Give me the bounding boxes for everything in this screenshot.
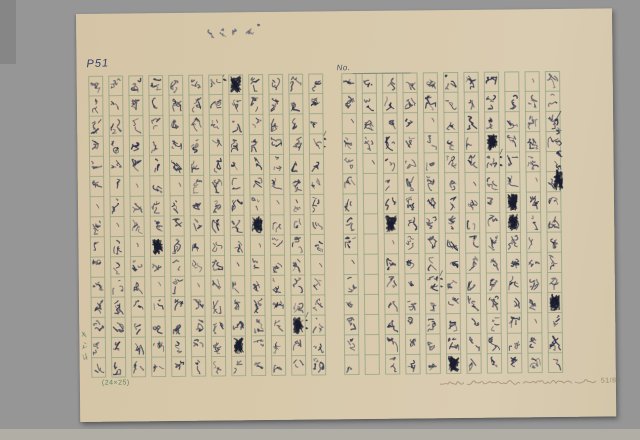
scanner-bed-strip	[0, 429, 640, 440]
page-number: P51	[86, 57, 110, 71]
pencil-note-script	[438, 376, 598, 389]
left-manuscript-page-grid	[86, 73, 329, 377]
margin-correction-annotation	[549, 109, 568, 227]
folio-number-label: No.	[336, 63, 351, 73]
scanner-corner-shadow	[0, 0, 16, 64]
top-title-annotation	[203, 21, 265, 44]
printer-stamp	[80, 330, 89, 364]
manuscript-sheet	[76, 8, 621, 422]
right-manuscript-page-grid	[339, 71, 566, 375]
pencil-note-page-ratio: 51/88	[600, 377, 621, 385]
grid-size-label: (24×25)	[101, 379, 130, 387]
pencil-note	[438, 374, 640, 389]
